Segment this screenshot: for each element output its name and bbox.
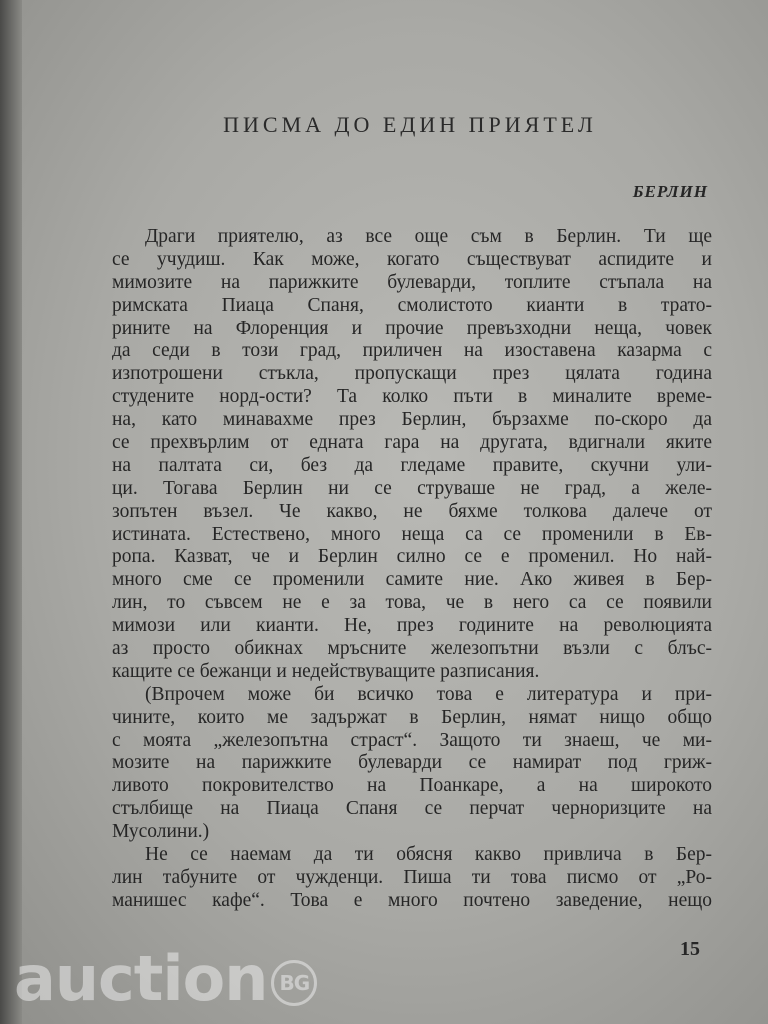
text-line: аз просто обикнах мръсните железопътни възли с блъс- <box>112 638 712 660</box>
text-line: рините на Флоренция и прочие превъзходни неща, човек <box>112 317 712 339</box>
letter-location: БЕРЛИН <box>632 182 708 201</box>
text-line: истината. Естествено, много неща са се променили в Ев- <box>112 523 712 545</box>
text-line: Драги приятелю, аз все още съм в Берлин. Ти ще <box>145 226 712 247</box>
text-line: ропа. Казват, че и Берлин силно се е променил. Но най- <box>112 546 712 568</box>
watermark-badge: BG <box>271 960 317 1006</box>
page-number: 15 <box>680 938 700 960</box>
text-line: римската Пиаца Спаня, смолистото кианти в трато- <box>112 294 712 316</box>
text-line: да седи в този град, приличен на изоставена казарма с <box>112 340 712 362</box>
watermark-text: auction <box>14 942 268 1015</box>
text-line: ци. Тогава Берлин ни се струваше не град, а желе- <box>112 477 712 499</box>
text-line: мимозите на парижките булеварди, топлите стъпала на <box>112 271 712 293</box>
text-line: (Впрочем може би всичко това е литература и при- <box>145 683 712 705</box>
text-line: много сме се променили самите ние. Ако живея в Бер- <box>112 569 712 591</box>
watermark-logo <box>14 944 317 1014</box>
text-line: се учудиш. Как може, когато съществуват аспидите и <box>112 248 712 270</box>
book-spine-shadow <box>0 0 22 1024</box>
text-line: мозите на парижките булеварди се намират под гриж- <box>112 752 712 774</box>
text-line: ливото покровителство на Поанкаре, а на широкото <box>112 775 712 797</box>
text-line: Мусолини.) <box>112 821 210 843</box>
text-line: лин табуните от чужденци. Пиша ти това писмо от „Ро- <box>112 866 712 888</box>
text-line: с моята „железопътна страст“. Защото ти знаеш, че ми- <box>112 729 712 751</box>
text-line: на, като минавахме през Берлин, бързахме по-скоро да <box>112 409 712 431</box>
text-line: зопътен възел. Че какво, не бяхме толкова далече от <box>112 500 712 522</box>
body-text <box>112 226 712 913</box>
text-line: се прехвърлим от едната гара на другата, вдигнали яките <box>112 432 712 454</box>
text-line: на палтата си, без да гледаме правите, скучни ули- <box>112 454 712 476</box>
text-line: Не се наемам да ти обясня какво привлича в Бер- <box>145 844 712 866</box>
text-line: манишес кафе“. Това е много почтено заведение, нещо <box>112 889 712 911</box>
text-line: стълбище на Пиаца Спаня се перчат черноризците на <box>112 798 712 820</box>
text-line: лин, то съвсем не е за това, че в него са се появили <box>112 592 712 614</box>
text-line: изпотрошени стъкла, пропускащи през цялата година <box>112 363 712 385</box>
text-line: мимози или кианти. Не, през годините на революцията <box>112 615 712 637</box>
text-line: чините, които ме задържат в Берлин, нямат нищо общо <box>112 706 712 728</box>
text-line: кащите се бежанци и недействуващите разписания. <box>112 660 540 682</box>
chapter-title: ПИСМА ДО ЕДИН ПРИЯТЕЛ <box>223 112 597 137</box>
text-line: студените норд-ости? Та колко пъти в миналите време- <box>112 386 712 408</box>
